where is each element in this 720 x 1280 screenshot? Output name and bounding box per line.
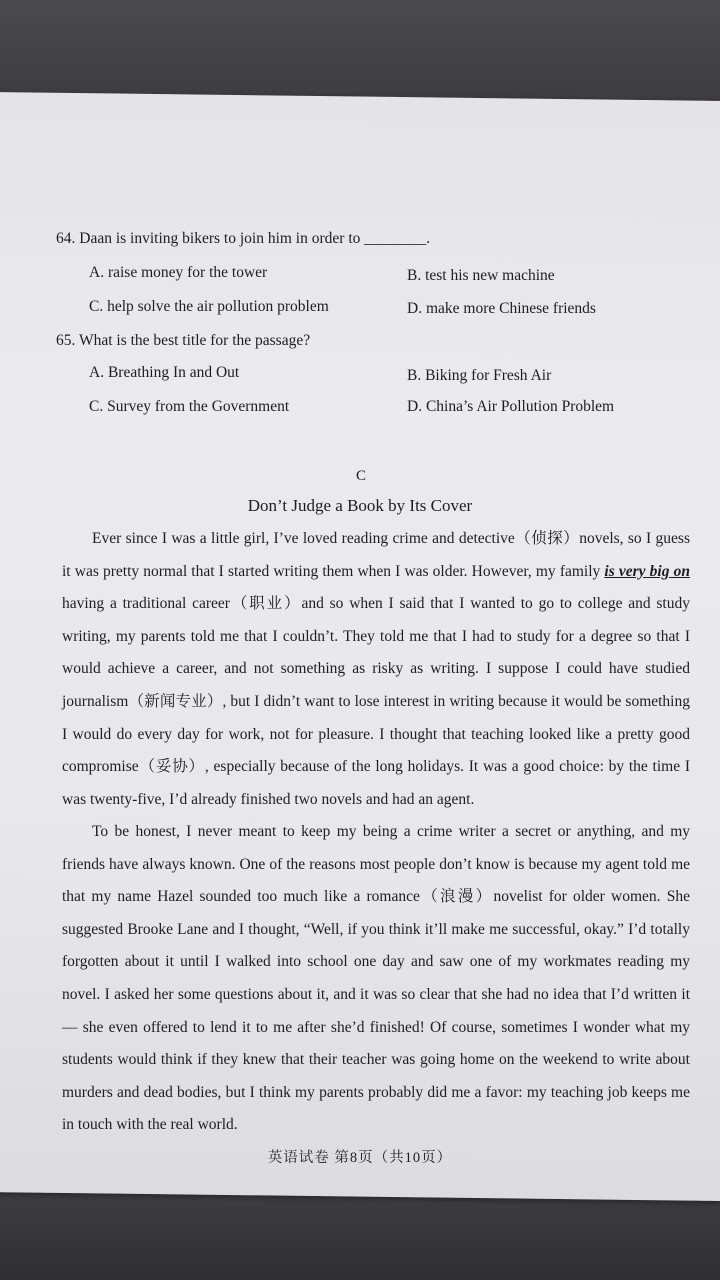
question-65-option-d: D. China’s Air Pollution Problem xyxy=(407,398,615,415)
question-64-option-d: D. make more Chinese friends xyxy=(407,300,596,317)
paragraph-1-text-start: Ever since I was a little girl, I’ve loved reading crime and detective（侦探）novels, so I guess it was pretty normal that I started writing them when I was older. However, my family xyxy=(62,530,690,580)
question-65-option-b: B. Biking for Fresh Air xyxy=(407,367,552,384)
question-64-option-c: C. help solve the air pollution problem xyxy=(89,298,329,315)
paragraph-1-text-end: having a traditional career（职业）and so when I said that I wanted to go to college and study writing, my parents told me that I couldn’t. They told me that I had to study for a degree so that I would achieve a career, and not something as risky as writing. I suppose I could have studied journalism（新闻专业）, but I didn’t want to lose interest in writing because it would be something I would do every day for work, not for pleasure. I thought that teaching looked like a pretty good compromise（妥协）, especially because of the long holidays. It was a good choice: by the time I was twenty-five, I’d already finished two novels and had an agent. xyxy=(62,595,690,808)
section-letter: C xyxy=(356,468,367,484)
underlined-phrase: is very big on xyxy=(604,562,690,580)
question-65-option-a: A. Breathing In and Out xyxy=(89,364,240,381)
page-footer: 英语试卷 第8页（共10页） xyxy=(267,1150,453,1166)
passage-paragraph-2 xyxy=(62,816,690,1142)
question-64-option-b: B. test his new machine xyxy=(407,267,555,284)
question-65-option-c: C. Survey from the Government xyxy=(89,398,290,415)
question-64-stem: 64. Daan is inviting bikers to join him in order to ________. xyxy=(56,230,431,247)
question-65-stem: 65. What is the best title for the passage? xyxy=(56,332,311,349)
paragraph-2-text: To be honest, I never meant to keep my being a crime writer a secret or anything, and my friends have always known. One of the reasons most people don’t know is because my agent told me that my name Hazel sounded too much like a romance（浪漫）novelist for older women. She suggested Brooke Lane and I thought, “Well, if you think it’ll make me successful, okay.” I’d totally forgotten about it until I walked into school one day and saw one of my workmates reading my novel. I asked her some questions about it, and it was so clear that she had no idea that I’d written it — she even offered to lend it to me after she’d finished! Of course, sometimes I wonder what my students would think if they knew that their teacher was going home on the weekend to write about murders and dead bodies, but I think my parents probably did me a favor: my teaching job keeps me in touch with the real world. xyxy=(62,823,690,1134)
question-64-option-a: A. raise money for the tower xyxy=(89,264,268,281)
passage-title: Don’t Judge a Book by Its Cover xyxy=(247,496,473,515)
passage-paragraph-1 xyxy=(62,523,690,816)
